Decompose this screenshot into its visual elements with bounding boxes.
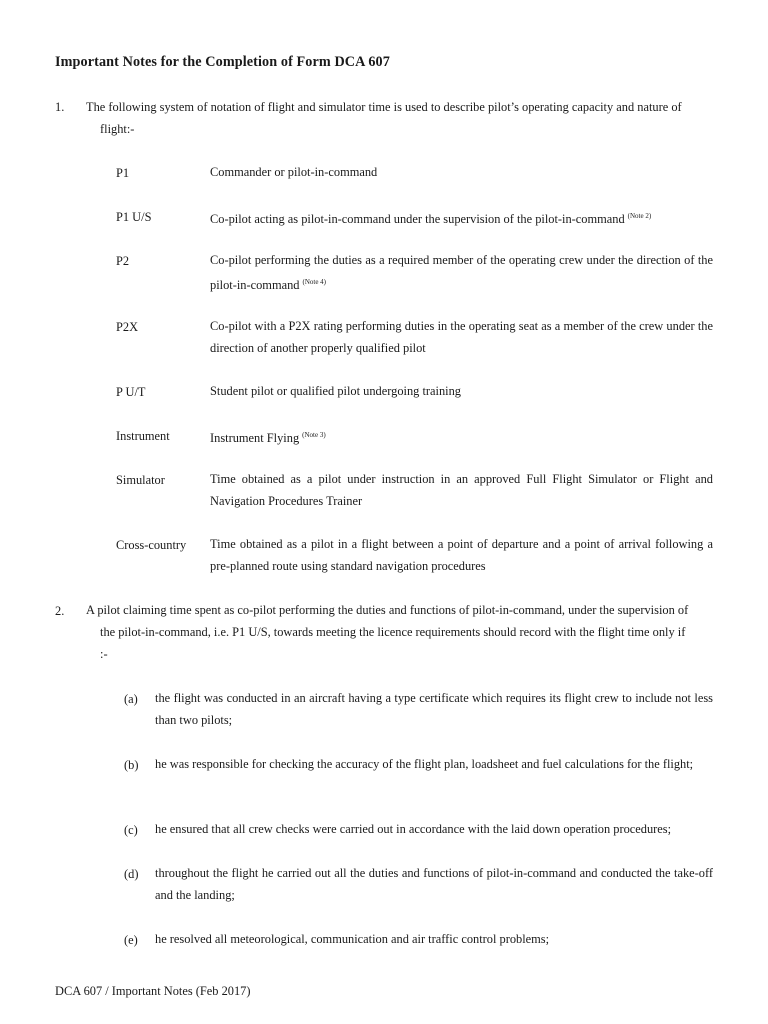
definition-term-p1-us: P1 U/S (116, 210, 152, 224)
condition-letter-a: (a) (124, 692, 138, 706)
page-title: Important Notes for the Completion of Form DCA 607 (55, 54, 390, 70)
condition-text-d: throughout the flight he carried out all the duties and functions of pilot-in-command and conducted the take-off and the landing; (155, 866, 713, 902)
definition-desc-p2: Co-pilot performing the duties as a required member of the operating crew under the direction of the pilot-in-command $^{(Note 4)}$ (210, 253, 713, 292)
definition-desc-cross-country: Time obtained as a pilot in a flight between a point of departure and a point of arrival following a pre-planned route using standard navigation procedures (210, 537, 713, 573)
definition-term-p2x: P2X (116, 320, 139, 334)
item-1-line-1: The following system of notation of flight and simulator time is used to describe pilot’s operating capacity and nature of (86, 100, 682, 114)
item-2-text (86, 599, 713, 665)
definition-desc-p1-us: Co-pilot acting as pilot-in-command under the supervision of the pilot-in-command $^{(Note 2)}$ (210, 212, 652, 226)
definition-term-instrument: Instrument (116, 429, 170, 443)
note-reference: (Note 3) (302, 431, 326, 439)
condition-text-e: he resolved all meteorological, communication and air traffic control problems; (155, 932, 550, 946)
condition-text-a: the flight was conducted in an aircraft having a type certificate which requires its flight crew to include not less than two pilots; (155, 691, 713, 727)
note-reference: (Note 2) (627, 212, 652, 220)
item-2-number: 2. (55, 604, 65, 618)
definition-desc-p1: Commander or pilot-in-command (210, 165, 378, 179)
condition-letter-d: (d) (124, 867, 139, 881)
definition-desc-simulator: Time obtained as a pilot under instruction in an approved Full Flight Simulator or Flight and Navigation Procedures Trainer (210, 472, 713, 508)
definition-term-simulator: Simulator (116, 473, 165, 487)
condition-letter-c: (c) (124, 823, 138, 837)
condition-letter-e: (e) (124, 933, 138, 947)
definition-desc-instrument: Instrument Flying $^{(Note 3)}$ (210, 431, 326, 445)
definition-term-p2: P2 (116, 254, 130, 268)
definition-term-p-ut: P U/T (116, 385, 146, 399)
definition-term-p1: P1 (116, 166, 130, 180)
condition-text-b: he was responsible for checking the accuracy of the flight plan, loadsheet and fuel calculations for the flight; (155, 757, 694, 771)
item-2-line-2: the pilot-in-command, i.e. P1 U/S, towards meeting the licence requirements should record with the flight time only if (100, 625, 686, 639)
definition-term-cross-country: Cross-country (116, 538, 187, 552)
item-2-line-1: A pilot claiming time spent as co-pilot performing the duties and functions of pilot-in-command, under the supervision of (86, 603, 689, 617)
item-2-line-3: :- (100, 647, 108, 661)
note-reference: (Note 4) (302, 278, 327, 286)
item-1-line-2: flight:- (100, 122, 135, 136)
definition-desc-p-ut: Student pilot or qualified pilot undergoing training (210, 384, 461, 398)
item-1-text (86, 96, 713, 140)
item-1-number: 1. (55, 100, 65, 114)
page-footer: DCA 607 / Important Notes (Feb 2017) (55, 984, 251, 998)
condition-text-c: he ensured that all crew checks were carried out in accordance with the laid down operation procedures; (155, 822, 672, 836)
definition-desc-p2x: Co-pilot with a P2X rating performing duties in the operating seat as a member of the crew under the direction of another properly qualified pilot (210, 319, 713, 355)
condition-letter-b: (b) (124, 758, 139, 772)
